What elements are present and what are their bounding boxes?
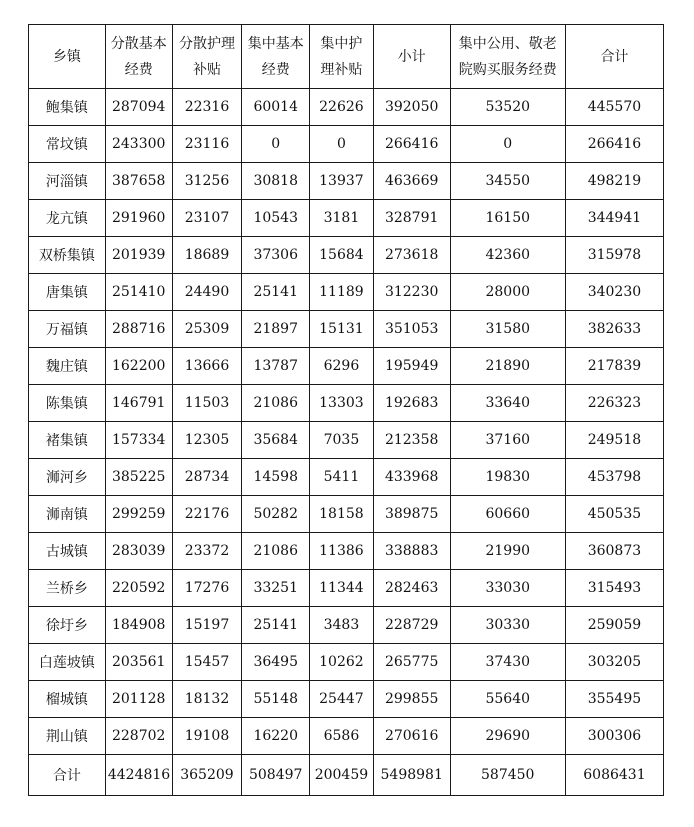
total-amount-cell: 6086431 xyxy=(565,755,663,796)
amount-cell: 7035 xyxy=(310,422,374,459)
amount-cell: 12305 xyxy=(172,422,242,459)
amount-cell: 60660 xyxy=(450,496,565,533)
town-name-cell: 万福镇 xyxy=(29,311,106,348)
table-row xyxy=(29,570,664,607)
table-row xyxy=(29,274,664,311)
amount-cell: 249518 xyxy=(565,422,663,459)
amount-cell: 34550 xyxy=(450,163,565,200)
column-header-line: 补贴 xyxy=(192,61,221,78)
amount-cell: 220592 xyxy=(105,570,172,607)
table-row xyxy=(29,533,664,570)
amount-cell: 0 xyxy=(242,126,310,163)
amount-cell: 29690 xyxy=(450,718,565,755)
column-header-line: 集中护 xyxy=(320,35,363,52)
amount-cell: 21890 xyxy=(450,348,565,385)
amount-cell: 28000 xyxy=(450,274,565,311)
amount-cell: 228729 xyxy=(373,607,450,644)
column-header xyxy=(450,25,565,89)
amount-cell: 382633 xyxy=(565,311,663,348)
amount-cell: 21897 xyxy=(242,311,310,348)
amount-cell: 0 xyxy=(310,126,374,163)
amount-cell: 266416 xyxy=(565,126,663,163)
amount-cell: 21086 xyxy=(242,385,310,422)
amount-cell: 22626 xyxy=(310,89,374,126)
amount-cell: 28734 xyxy=(172,459,242,496)
total-amount-cell: 4424816 xyxy=(105,755,172,796)
amount-cell: 392050 xyxy=(373,89,450,126)
amount-cell: 30330 xyxy=(450,607,565,644)
column-header xyxy=(242,25,310,89)
table-row xyxy=(29,311,664,348)
amount-cell: 203561 xyxy=(105,644,172,681)
town-name-cell: 唐集镇 xyxy=(29,274,106,311)
amount-cell: 387658 xyxy=(105,163,172,200)
table-body xyxy=(29,89,664,755)
amount-cell: 287094 xyxy=(105,89,172,126)
amount-cell: 37430 xyxy=(450,644,565,681)
amount-cell: 23116 xyxy=(172,126,242,163)
amount-cell: 259059 xyxy=(565,607,663,644)
amount-cell: 18689 xyxy=(172,237,242,274)
column-header-line: 小计 xyxy=(397,48,426,65)
table-row xyxy=(29,163,664,200)
amount-cell: 22176 xyxy=(172,496,242,533)
town-name-cell: 徐圩乡 xyxy=(29,607,106,644)
town-name-cell: 兰桥乡 xyxy=(29,570,106,607)
amount-cell: 42360 xyxy=(450,237,565,274)
amount-cell: 300306 xyxy=(565,718,663,755)
amount-cell: 25141 xyxy=(242,607,310,644)
amount-cell: 25309 xyxy=(172,311,242,348)
amount-cell: 18158 xyxy=(310,496,374,533)
amount-cell: 13787 xyxy=(242,348,310,385)
town-name-cell: 魏庄镇 xyxy=(29,348,106,385)
amount-cell: 33251 xyxy=(242,570,310,607)
table-footer xyxy=(29,755,664,796)
column-header-line: 理补贴 xyxy=(320,61,363,78)
column-header-line: 集中基本 xyxy=(247,35,304,52)
amount-cell: 291960 xyxy=(105,200,172,237)
town-name-cell: 鲍集镇 xyxy=(29,89,106,126)
amount-cell: 201939 xyxy=(105,237,172,274)
town-name-cell: 白莲坡镇 xyxy=(29,644,106,681)
amount-cell: 192683 xyxy=(373,385,450,422)
amount-cell: 33030 xyxy=(450,570,565,607)
table-row xyxy=(29,237,664,274)
amount-cell: 36495 xyxy=(242,644,310,681)
amount-cell: 445570 xyxy=(565,89,663,126)
town-name-cell: 陈集镇 xyxy=(29,385,106,422)
amount-cell: 31580 xyxy=(450,311,565,348)
column-header-line: 院购买服务经费 xyxy=(458,61,557,78)
table-row xyxy=(29,681,664,718)
column-header xyxy=(29,25,106,89)
table-row xyxy=(29,200,664,237)
amount-cell: 22316 xyxy=(172,89,242,126)
amount-cell: 15684 xyxy=(310,237,374,274)
amount-cell: 226323 xyxy=(565,385,663,422)
amount-cell: 16150 xyxy=(450,200,565,237)
table-row xyxy=(29,718,664,755)
amount-cell: 270616 xyxy=(373,718,450,755)
column-header-line: 集中公用、敬老 xyxy=(458,35,557,52)
table-row xyxy=(29,348,664,385)
amount-cell: 217839 xyxy=(565,348,663,385)
amount-cell: 288716 xyxy=(105,311,172,348)
amount-cell: 146791 xyxy=(105,385,172,422)
header-row xyxy=(29,25,664,89)
total-amount-cell: 200459 xyxy=(310,755,374,796)
amount-cell: 385225 xyxy=(105,459,172,496)
town-name-cell: 荆山镇 xyxy=(29,718,106,755)
amount-cell: 212358 xyxy=(373,422,450,459)
amount-cell: 13303 xyxy=(310,385,374,422)
amount-cell: 10543 xyxy=(242,200,310,237)
amount-cell: 157334 xyxy=(105,422,172,459)
amount-cell: 299259 xyxy=(105,496,172,533)
amount-cell: 5411 xyxy=(310,459,374,496)
amount-cell: 25141 xyxy=(242,274,310,311)
amount-cell: 328791 xyxy=(373,200,450,237)
amount-cell: 37160 xyxy=(450,422,565,459)
amount-cell: 6586 xyxy=(310,718,374,755)
amount-cell: 11386 xyxy=(310,533,374,570)
amount-cell: 13666 xyxy=(172,348,242,385)
amount-cell: 11503 xyxy=(172,385,242,422)
column-header xyxy=(373,25,450,89)
town-name-cell: 浉南镇 xyxy=(29,496,106,533)
amount-cell: 24490 xyxy=(172,274,242,311)
amount-cell: 3483 xyxy=(310,607,374,644)
amount-cell: 16220 xyxy=(242,718,310,755)
total-amount-cell: 587450 xyxy=(450,755,565,796)
table-row xyxy=(29,607,664,644)
amount-cell: 21990 xyxy=(450,533,565,570)
amount-cell: 251410 xyxy=(105,274,172,311)
table-row xyxy=(29,459,664,496)
amount-cell: 35684 xyxy=(242,422,310,459)
table-header xyxy=(29,25,664,89)
amount-cell: 0 xyxy=(450,126,565,163)
column-header-line: 经费 xyxy=(261,61,290,78)
table-row xyxy=(29,644,664,681)
amount-cell: 11344 xyxy=(310,570,374,607)
amount-cell: 50282 xyxy=(242,496,310,533)
amount-cell: 11189 xyxy=(310,274,374,311)
amount-cell: 18132 xyxy=(172,681,242,718)
column-header-line: 分散基本 xyxy=(110,35,167,52)
amount-cell: 23107 xyxy=(172,200,242,237)
town-name-cell: 古城镇 xyxy=(29,533,106,570)
amount-cell: 266416 xyxy=(373,126,450,163)
total-amount-cell: 5498981 xyxy=(373,755,450,796)
amount-cell: 15197 xyxy=(172,607,242,644)
amount-cell: 360873 xyxy=(565,533,663,570)
total-label-cell: 合计 xyxy=(29,755,106,796)
amount-cell: 243300 xyxy=(105,126,172,163)
column-header-line: 合计 xyxy=(600,48,629,65)
table-row xyxy=(29,126,664,163)
amount-cell: 60014 xyxy=(242,89,310,126)
column-header xyxy=(310,25,374,89)
amount-cell: 14598 xyxy=(242,459,310,496)
amount-cell: 228702 xyxy=(105,718,172,755)
amount-cell: 15131 xyxy=(310,311,374,348)
amount-cell: 37306 xyxy=(242,237,310,274)
amount-cell: 195949 xyxy=(373,348,450,385)
column-header-line: 经费 xyxy=(124,61,153,78)
amount-cell: 3181 xyxy=(310,200,374,237)
amount-cell: 340230 xyxy=(565,274,663,311)
amount-cell: 299855 xyxy=(373,681,450,718)
column-header xyxy=(565,25,663,89)
amount-cell: 463669 xyxy=(373,163,450,200)
amount-cell: 55148 xyxy=(242,681,310,718)
amount-cell: 25447 xyxy=(310,681,374,718)
amount-cell: 282463 xyxy=(373,570,450,607)
funding-table xyxy=(28,24,664,796)
amount-cell: 273618 xyxy=(373,237,450,274)
town-name-cell: 榴城镇 xyxy=(29,681,106,718)
amount-cell: 283039 xyxy=(105,533,172,570)
table-row xyxy=(29,496,664,533)
column-header xyxy=(172,25,242,89)
amount-cell: 450535 xyxy=(565,496,663,533)
amount-cell: 33640 xyxy=(450,385,565,422)
amount-cell: 453798 xyxy=(565,459,663,496)
amount-cell: 315978 xyxy=(565,237,663,274)
amount-cell: 19830 xyxy=(450,459,565,496)
table-row xyxy=(29,422,664,459)
amount-cell: 433968 xyxy=(373,459,450,496)
amount-cell: 53520 xyxy=(450,89,565,126)
amount-cell: 338883 xyxy=(373,533,450,570)
amount-cell: 265775 xyxy=(373,644,450,681)
amount-cell: 303205 xyxy=(565,644,663,681)
table-row xyxy=(29,385,664,422)
amount-cell: 184908 xyxy=(105,607,172,644)
amount-cell: 315493 xyxy=(565,570,663,607)
town-name-cell: 浉河乡 xyxy=(29,459,106,496)
amount-cell: 30818 xyxy=(242,163,310,200)
amount-cell: 312230 xyxy=(373,274,450,311)
town-name-cell: 龙亢镇 xyxy=(29,200,106,237)
amount-cell: 201128 xyxy=(105,681,172,718)
amount-cell: 19108 xyxy=(172,718,242,755)
amount-cell: 13937 xyxy=(310,163,374,200)
column-header-line: 乡镇 xyxy=(52,48,81,65)
amount-cell: 355495 xyxy=(565,681,663,718)
town-name-cell: 常坟镇 xyxy=(29,126,106,163)
amount-cell: 344941 xyxy=(565,200,663,237)
amount-cell: 17276 xyxy=(172,570,242,607)
column-header xyxy=(105,25,172,89)
amount-cell: 389875 xyxy=(373,496,450,533)
column-header-line: 分散护理 xyxy=(178,35,235,52)
amount-cell: 31256 xyxy=(172,163,242,200)
amount-cell: 162200 xyxy=(105,348,172,385)
amount-cell: 6296 xyxy=(310,348,374,385)
amount-cell: 21086 xyxy=(242,533,310,570)
amount-cell: 498219 xyxy=(565,163,663,200)
total-row xyxy=(29,755,664,796)
amount-cell: 10262 xyxy=(310,644,374,681)
total-amount-cell: 365209 xyxy=(172,755,242,796)
amount-cell: 55640 xyxy=(450,681,565,718)
total-amount-cell: 508497 xyxy=(242,755,310,796)
town-name-cell: 双桥集镇 xyxy=(29,237,106,274)
table-row xyxy=(29,89,664,126)
amount-cell: 23372 xyxy=(172,533,242,570)
amount-cell: 351053 xyxy=(373,311,450,348)
town-name-cell: 河淄镇 xyxy=(29,163,106,200)
town-name-cell: 褚集镇 xyxy=(29,422,106,459)
amount-cell: 15457 xyxy=(172,644,242,681)
